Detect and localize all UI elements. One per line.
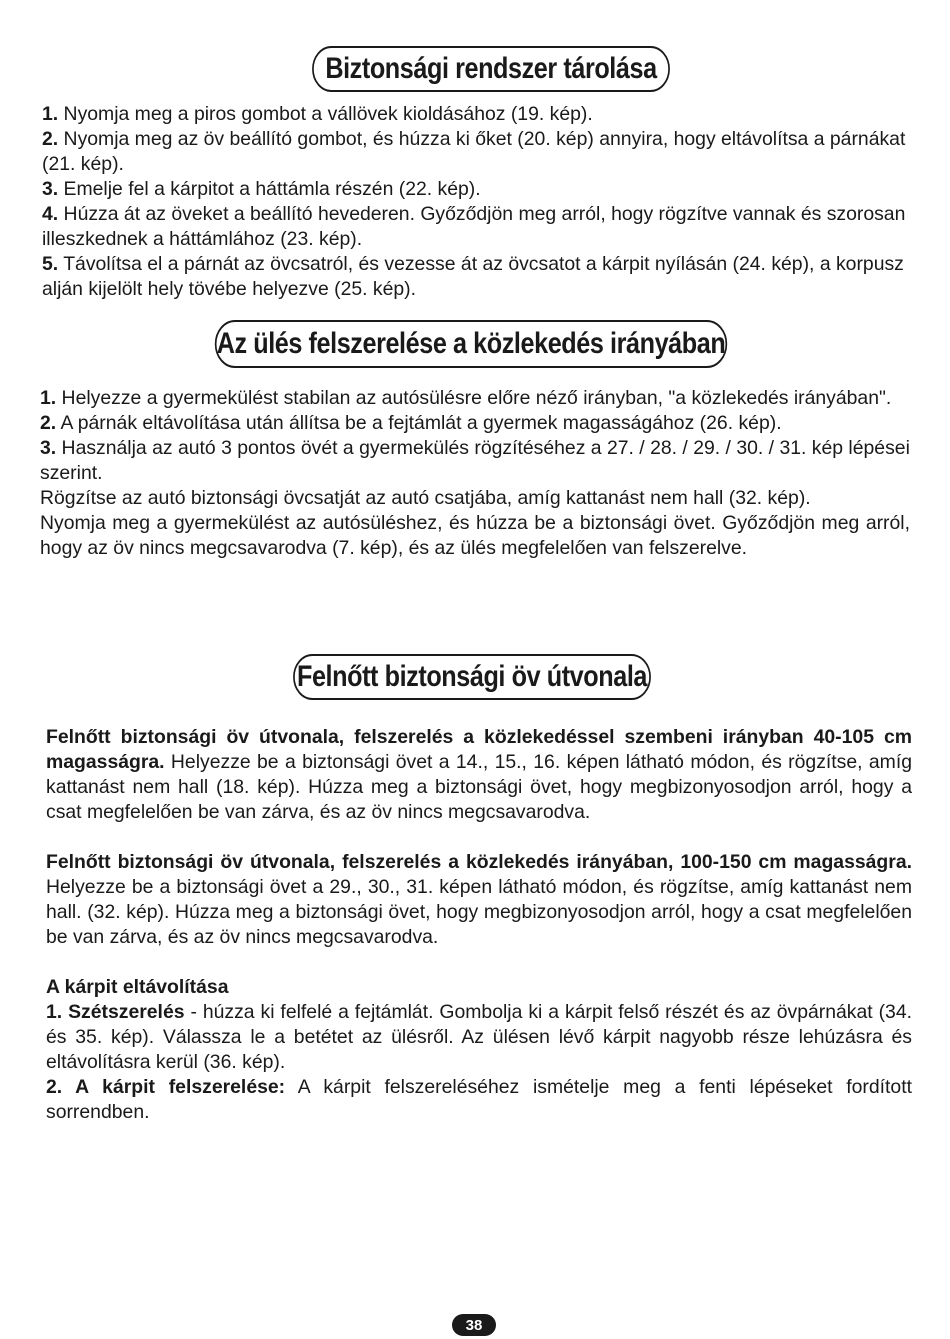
section-title-adult-belt: Felnőtt biztonsági öv útvonala bbox=[293, 654, 651, 700]
storage-step-3: 3. Emelje fel a kárpitot a háttámla részén (22. kép). bbox=[42, 178, 481, 200]
storage-step-2: 2. Nyomja meg az öv beállító gombot, és húzza ki őket (20. kép) annyira, hogy eltávolítsa a párnákat (21. kép). bbox=[42, 128, 906, 175]
spacer bbox=[46, 825, 912, 850]
forward-step-1: 1. Helyezze a gyermekülést stabilan az autósülésre előre néző irányban, "a közlekedés irányában". bbox=[40, 387, 892, 409]
adult-belt-content bbox=[46, 725, 912, 1125]
forward-para-1: Rögzítse az autó biztonsági övcsatját az autó csatjába, amíg kattanást nem hall (32. kép). bbox=[40, 487, 811, 509]
cover-step-2: 2. A kárpit felszerelése: A kárpit felszereléséhez ismételje meg a fenti lépéseket fordított sorrendben. bbox=[46, 1076, 912, 1123]
forward-step-3: 3. Használja az autó 3 pontos övét a gyermekülés rögzítéséhez a 27. / 28. / 29. / 30. / 31. kép lépései szerint. bbox=[40, 437, 910, 484]
adult-belt-para-2: Felnőtt biztonsági öv útvonala, felszerelés a közlekedés irányában, 100-150 cm magasságra. Helyezze be a biztonsági övet a 29., 30., 31. képen látható módon, és rögzítse, amíg kattanást nem hall. (32. kép). Húzza meg a biztonsági övet, hogy megbizonyosodjon arról, hogy a csat megfelelően be van zárva, és az öv nincs megcsavarodva. bbox=[46, 851, 912, 948]
forward-step-2: 2. A párnák eltávolítása után állítsa be a fejtámlát a gyermek magasságához (26. kép). bbox=[40, 412, 782, 434]
storage-step-1: 1. Nyomja meg a piros gombot a vállövek kioldásához (19. kép). bbox=[42, 103, 593, 125]
forward-para-2: Nyomja meg a gyermekülést az autósüléshez, és húzza be a biztonsági övet. Győződjön meg arról, hogy az öv nincs megcsavarodva (7. kép), és az ülés megfelelően van felszerelve. bbox=[40, 512, 910, 559]
section-title-forward-install: Az ülés felszerelése a közlekedés irányában bbox=[215, 320, 727, 368]
spacer bbox=[46, 950, 912, 975]
storage-steps bbox=[42, 102, 912, 302]
cover-heading: A kárpit eltávolítása bbox=[46, 976, 229, 998]
adult-belt-para-1: Felnőtt biztonsági öv útvonala, felszerelés a közlekedéssel szembeni irányban 40-105 cm magasságra. Helyezze be a biztonsági övet a 14., 15., 16. képen látható módon, és rögzítse, amíg kattanást nem hall (18. kép). Húzza meg a biztonsági övet, hogy megbizonyosodjon arról, hogy a csat megfelelően be van zárva, és az öv nincs megcsavarodva. bbox=[46, 726, 912, 823]
section-title-storage: Biztonsági rendszer tárolása bbox=[312, 46, 670, 92]
storage-step-5: 5. Távolítsa el a párnát az övcsatról, és vezesse át az övcsatot a kárpit nyílásán (24. kép), a korpusz alján kijelölt hely tövébe helyezve (25. kép). bbox=[42, 253, 904, 300]
storage-step-4: 4. Húzza át az öveket a beállító hevederen. Győződjön meg arról, hogy rögzítve vannak és szorosan illeszkednek a háttámlához (23. kép). bbox=[42, 203, 906, 250]
forward-install-steps bbox=[40, 386, 910, 561]
cover-step-1: 1. Szétszerelés - húzza ki felfelé a fejtámlát. Gombolja ki a kárpit felső részét és az övpárnákat (34. és 35. kép). Válassza le a betétet az ülésről. Az ülésen lévő kárpit nagyobb része lehúzásra és eltávolításra kerül (36. kép). bbox=[46, 1001, 912, 1073]
page-number: 38 bbox=[452, 1314, 496, 1336]
